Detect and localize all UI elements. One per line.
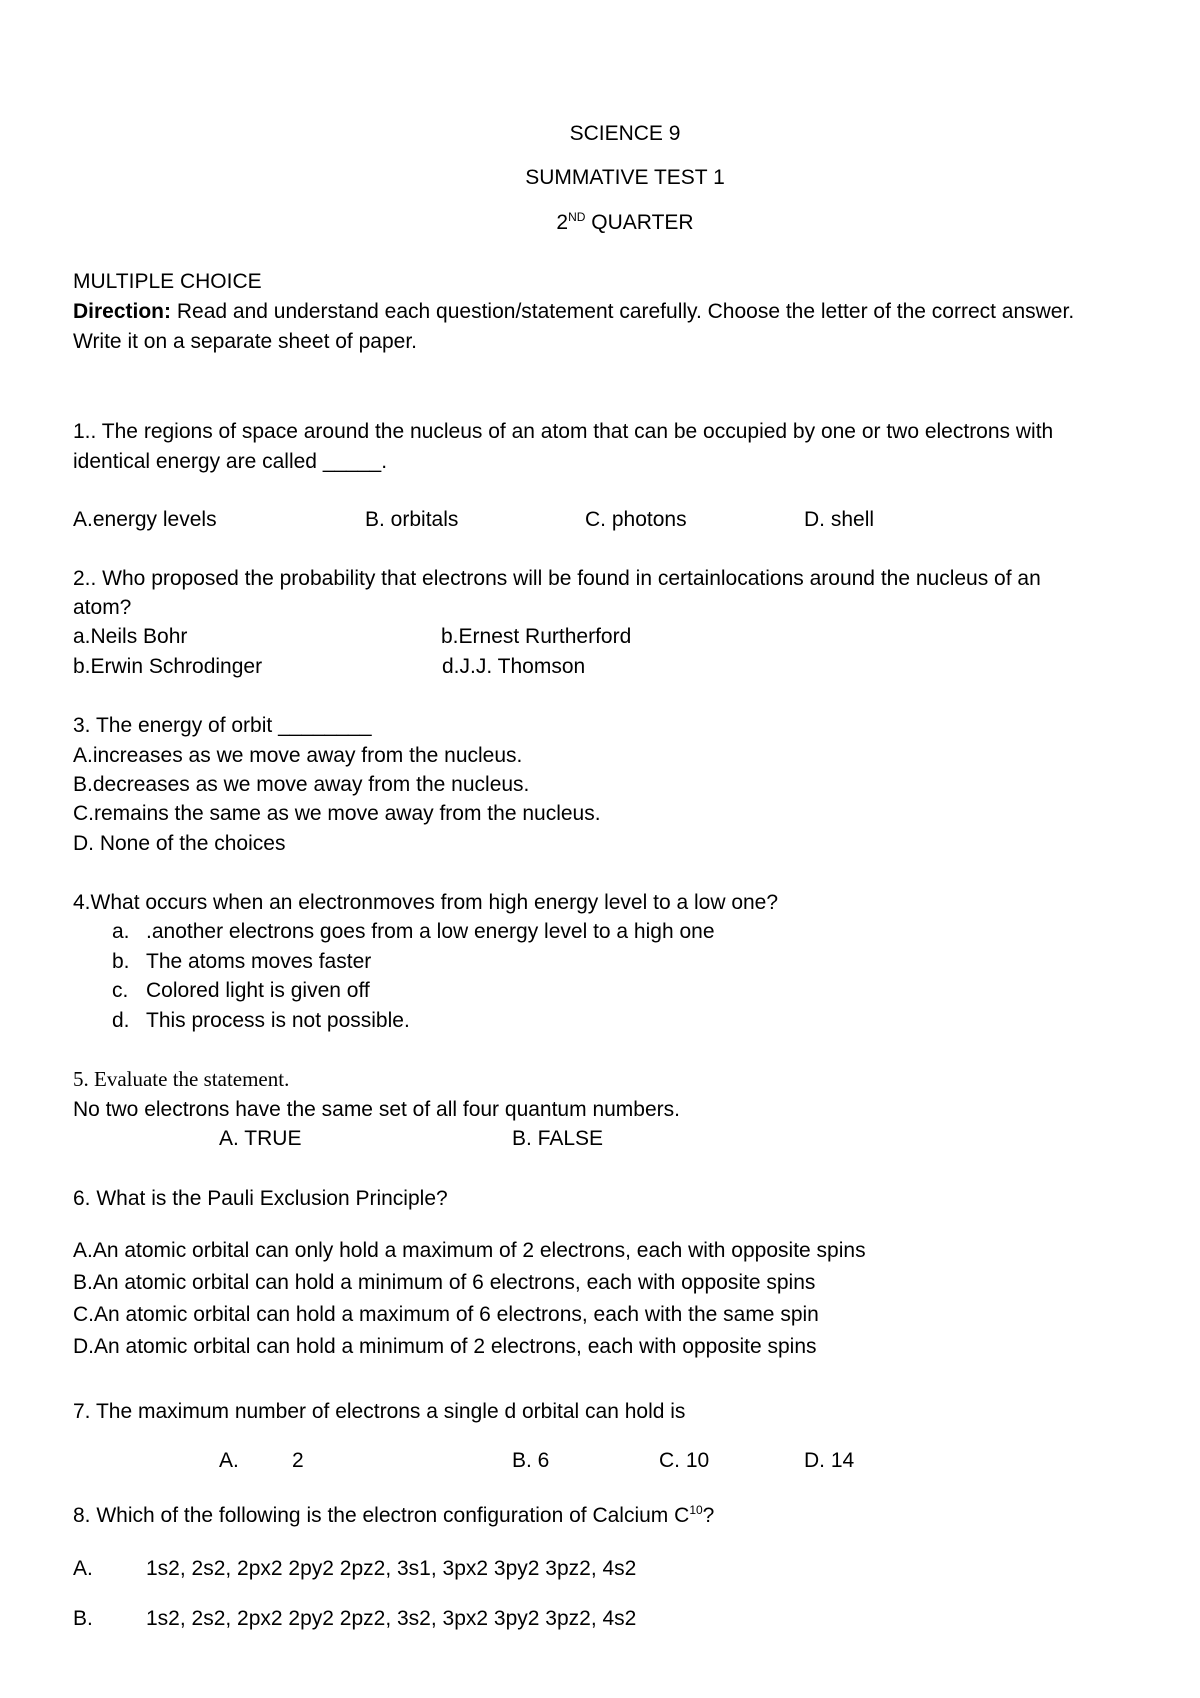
q8-option-a: 1s2, 2s2, 2px2 2py2 2pz2, 3s1, 3px2 3py2 3pz2, 4s2 (146, 1557, 637, 1580)
q4-option-b: The atoms moves faster (146, 950, 372, 973)
test-title: SUMMATIVE TEST 1 (525, 166, 725, 189)
q7-option-b: B. 6 (512, 1449, 550, 1472)
q3-text-line-1: 3. The energy of orbit ________ (73, 714, 372, 737)
q8-end: ? (702, 1504, 715, 1527)
q4-letter-c: c. (112, 979, 129, 1002)
q8-superscript: 10 (689, 1503, 703, 1517)
q8-text-line-1 (73, 1504, 714, 1526)
q3-option-a: A.increases as we move away from the nucleus. (73, 744, 523, 767)
q4-letter-d: d. (112, 1009, 130, 1032)
q5-text-line-1: 5. Evaluate the statement. (73, 1067, 290, 1091)
q8-option-b: 1s2, 2s2, 2px2 2py2 2pz2, 3s2, 3px2 3py2 3pz2, 4s2 (146, 1607, 637, 1630)
q2-option-a: a.Neils Bohr (73, 625, 188, 648)
q4-option-a: .another electrons goes from a low energy level to a high one (146, 920, 715, 943)
quarter-number: 2 (556, 211, 569, 234)
quarter-word: QUARTER (585, 211, 694, 234)
q2-option-d: d.J.J. Thomson (442, 655, 586, 678)
q7-option-a-letter: A. (219, 1449, 239, 1472)
q4-option-d: This process is not possible. (146, 1009, 410, 1032)
q4-letter-a: a. (112, 920, 130, 943)
q3-option-d: D. None of the choices (73, 832, 286, 855)
q6-text-line-1: 6. What is the Pauli Exclusion Principle? (73, 1187, 448, 1210)
q7-text-line-1: 7. The maximum number of electrons a single d orbital can hold is (73, 1400, 686, 1423)
q8-text: 8. Which of the following is the electron configuration of Calcium C (73, 1504, 690, 1527)
quarter-title (0, 211, 1200, 233)
q6-option-a: A.An atomic orbital can only hold a maximum of 2 electrons, each with opposite spins (73, 1239, 866, 1262)
section-title: MULTIPLE CHOICE (73, 270, 262, 293)
q1-text-line-1: 1.. The regions of space around the nucleus of an atom that can be occupied by one or two electrons with (73, 420, 1054, 443)
q3-option-c: C.remains the same as we move away from the nucleus. (73, 802, 601, 825)
q2-text-line-2: atom? (73, 596, 132, 619)
q7-option-d: D. 14 (804, 1449, 855, 1472)
q3-option-b: B.decreases as we move away from the nucleus. (73, 773, 530, 796)
q1-option-b: B. orbitals (365, 508, 459, 531)
direction-label: Direction: (73, 300, 172, 323)
q7-option-a-value: 2 (292, 1449, 304, 1472)
direction-text: Read and understand each question/statement carefully. Choose the letter of the correct answer. (171, 300, 1075, 323)
q1-option-d: D. shell (804, 508, 875, 531)
q5-text-line-2: No two electrons have the same set of all four quantum numbers. (73, 1098, 680, 1121)
q5-option-b: B. FALSE (512, 1127, 604, 1150)
q1-option-c: C. photons (585, 508, 687, 531)
q4-letter-b: b. (112, 950, 130, 973)
q1-text-line-2: identical energy are called _____. (73, 450, 388, 473)
q6-option-c: C.An atomic orbital can hold a maximum of 6 electrons, each with the same spin (73, 1303, 819, 1326)
q2-text-line-1: 2.. Who proposed the probability that electrons will be found in certainlocations around the nucleus of an (73, 567, 1041, 590)
quarter-suffix: ND (568, 210, 586, 224)
direction-line-2: Write it on a separate sheet of paper. (73, 330, 417, 353)
q7-option-c: C. 10 (659, 1449, 710, 1472)
q8-letter-b: B. (73, 1607, 93, 1630)
direction-line-1 (73, 301, 1074, 322)
subject-title: SCIENCE 9 (569, 122, 681, 145)
q2-option-c: b.Erwin Schrodinger (73, 655, 263, 678)
q2-option-b: b.Ernest Rurtherford (441, 625, 632, 648)
q4-option-c: Colored light is given off (146, 979, 370, 1002)
q6-option-d: D.An atomic orbital can hold a minimum of 2 electrons, each with opposite spins (73, 1335, 817, 1358)
q4-text-line-1: 4.What occurs when an electronmoves from high energy level to a low one? (73, 891, 779, 914)
q1-option-a: A.energy levels (73, 508, 217, 531)
q5-option-a: A. TRUE (219, 1127, 302, 1150)
q8-letter-a: A. (73, 1557, 93, 1580)
q6-option-b: B.An atomic orbital can hold a minimum of 6 electrons, each with opposite spins (73, 1271, 816, 1294)
